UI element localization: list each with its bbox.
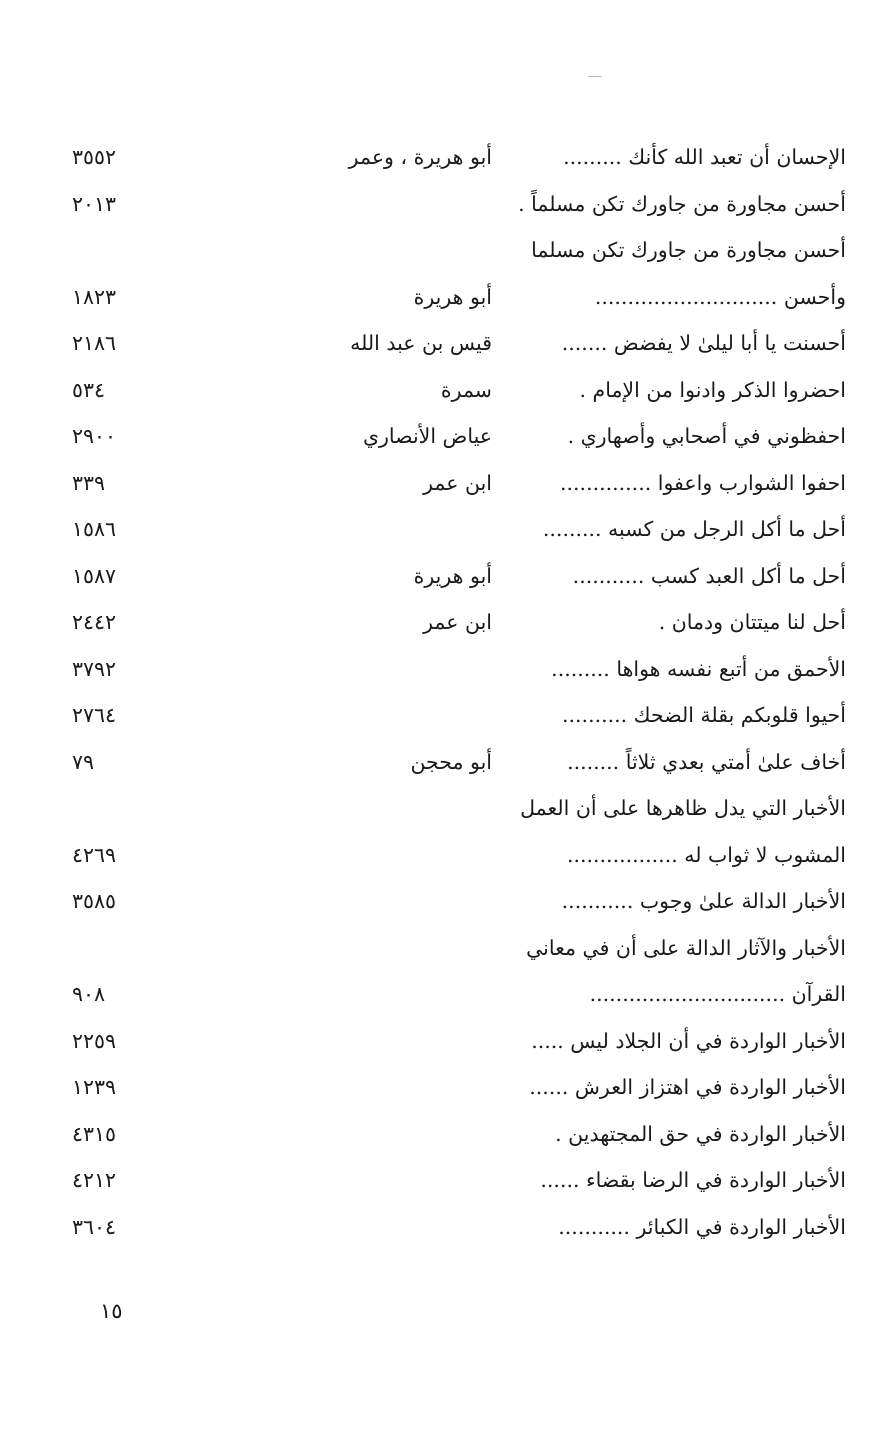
narrator-name: ابن عمر bbox=[423, 470, 492, 495]
index-row bbox=[0, 1064, 891, 1111]
index-row bbox=[0, 785, 891, 832]
index-row bbox=[0, 1111, 891, 1158]
hadith-text: أحسنت يا أبا ليلىٰ لا يفضض ....... bbox=[561, 331, 846, 355]
hadith-number: ٣٦٠٤ bbox=[72, 1214, 117, 1239]
hadith-number: ٢٠١٣ bbox=[72, 191, 117, 216]
hadith-number: ٣٥٨٥ bbox=[72, 889, 117, 913]
hadith-number: ٤٢٦٩ bbox=[72, 842, 117, 867]
index-row bbox=[0, 460, 891, 507]
hadith-text: أحل لنا ميتتان ودمان . bbox=[658, 610, 846, 634]
hadith-text: الأخبار الواردة في الكبائر ........... bbox=[558, 1214, 846, 1239]
hadith-text: أخاف علىٰ أمتي بعدي ثلاثاً ........ bbox=[567, 749, 846, 774]
hadith-text: احفوا الشوارب واعفوا .............. bbox=[560, 470, 846, 495]
narrator-name: أبو هريرة ، وعمر bbox=[348, 145, 492, 169]
hadith-text: القرآن .............................. bbox=[589, 982, 846, 1006]
index-row bbox=[0, 925, 891, 972]
hadith-text: الأخبار التي يدل ظاهرها على أن العمل bbox=[520, 796, 846, 820]
hadith-number: ١٨٢٣ bbox=[72, 284, 117, 309]
hadith-text: احضروا الذكر وادنوا من الإمام . bbox=[579, 377, 846, 402]
index-row bbox=[0, 878, 891, 925]
hadith-text: احفظوني في أصحابي وأصهاري . bbox=[567, 424, 846, 448]
index-row bbox=[0, 134, 891, 181]
index-row bbox=[0, 646, 891, 693]
hadith-text: أحيوا قلوبكم بقلة الضحك .......... bbox=[562, 703, 846, 727]
index-row bbox=[0, 1204, 891, 1251]
hadith-text: أحسن مجاورة من جاورك تكن مسلماً . bbox=[518, 191, 846, 216]
narrator-name: أبو محجن bbox=[410, 749, 492, 774]
index-row bbox=[0, 599, 891, 646]
hadith-number: ٤٣١٥ bbox=[72, 1121, 117, 1146]
narrator-name: قيس بن عبد الله bbox=[350, 331, 492, 355]
index-entries bbox=[0, 134, 891, 1250]
hadith-text: وأحسن ............................ bbox=[594, 284, 846, 309]
hadith-text: الأخبار الدالة علىٰ وجوب ........... bbox=[561, 889, 846, 913]
narrator-name: أبو هريرة bbox=[413, 563, 492, 588]
index-row bbox=[0, 506, 891, 553]
hadith-number: ٢٧٦٤ bbox=[72, 703, 117, 727]
hadith-number: ١٥٨٦ bbox=[72, 517, 117, 541]
hadith-text: الأخبار الواردة في الرضا بقضاء ...... bbox=[540, 1168, 846, 1192]
index-row bbox=[0, 971, 891, 1018]
hadith-text: المشوب لا ثواب له ................. bbox=[566, 842, 846, 867]
page-number: ١٥ bbox=[100, 1299, 123, 1323]
narrator-name: ابن عمر bbox=[423, 610, 492, 634]
index-row bbox=[0, 227, 891, 274]
hadith-number: ٢٢٥٩ bbox=[72, 1028, 117, 1053]
index-row bbox=[0, 274, 891, 321]
hadith-number: ٥٣٤ bbox=[72, 377, 106, 402]
hadith-text: الأحمق من أتبع نفسه هواها ......... bbox=[551, 656, 846, 681]
index-row bbox=[0, 367, 891, 414]
hadith-number: ١٢٣٩ bbox=[72, 1075, 117, 1099]
top-margin-mark bbox=[588, 76, 602, 77]
index-row bbox=[0, 320, 891, 367]
hadith-number: ١٥٨٧ bbox=[72, 563, 117, 588]
hadith-text: أحسن مجاورة من جاورك تكن مسلما bbox=[531, 238, 846, 262]
hadith-text: أحل ما أكل العبد كسب ........... bbox=[572, 563, 846, 588]
index-row bbox=[0, 181, 891, 228]
narrator-name: عياض الأنصاري bbox=[362, 424, 492, 448]
narrator-name: أبو هريرة bbox=[413, 284, 492, 309]
hadith-text: الإحسان أن تعبد الله كأنك ......... bbox=[563, 145, 846, 169]
hadith-text: الأخبار والآثار الدالة على أن في معاني bbox=[526, 935, 846, 960]
hadith-number: ٣٥٥٢ bbox=[72, 145, 117, 169]
index-row bbox=[0, 1018, 891, 1065]
hadith-number: ٣٧٩٢ bbox=[72, 656, 117, 681]
index-row bbox=[0, 832, 891, 879]
hadith-number: ٢٤٤٢ bbox=[72, 610, 117, 634]
hadith-text: الأخبار الواردة في حق المجتهدين . bbox=[555, 1121, 846, 1146]
hadith-number: ٧٩ bbox=[72, 749, 95, 774]
hadith-number: ٣٣٩ bbox=[72, 470, 106, 495]
hadith-text: الأخبار الواردة في أن الجلاد ليس ..... bbox=[531, 1028, 846, 1053]
hadith-number: ٤٢١٢ bbox=[72, 1168, 117, 1192]
hadith-number: ٩٠٨ bbox=[72, 982, 106, 1006]
hadith-text: أحل ما أكل الرجل من كسبه ......... bbox=[542, 517, 846, 541]
narrator-name: سمرة bbox=[440, 377, 492, 402]
index-row bbox=[0, 413, 891, 460]
index-row bbox=[0, 553, 891, 600]
hadith-text: الأخبار الواردة في اهتزاز العرش ...... bbox=[529, 1075, 846, 1099]
index-row bbox=[0, 1157, 891, 1204]
hadith-number: ٢٩٠٠ bbox=[72, 424, 117, 448]
index-row bbox=[0, 739, 891, 786]
hadith-number: ٢١٨٦ bbox=[72, 331, 117, 355]
index-row bbox=[0, 692, 891, 739]
